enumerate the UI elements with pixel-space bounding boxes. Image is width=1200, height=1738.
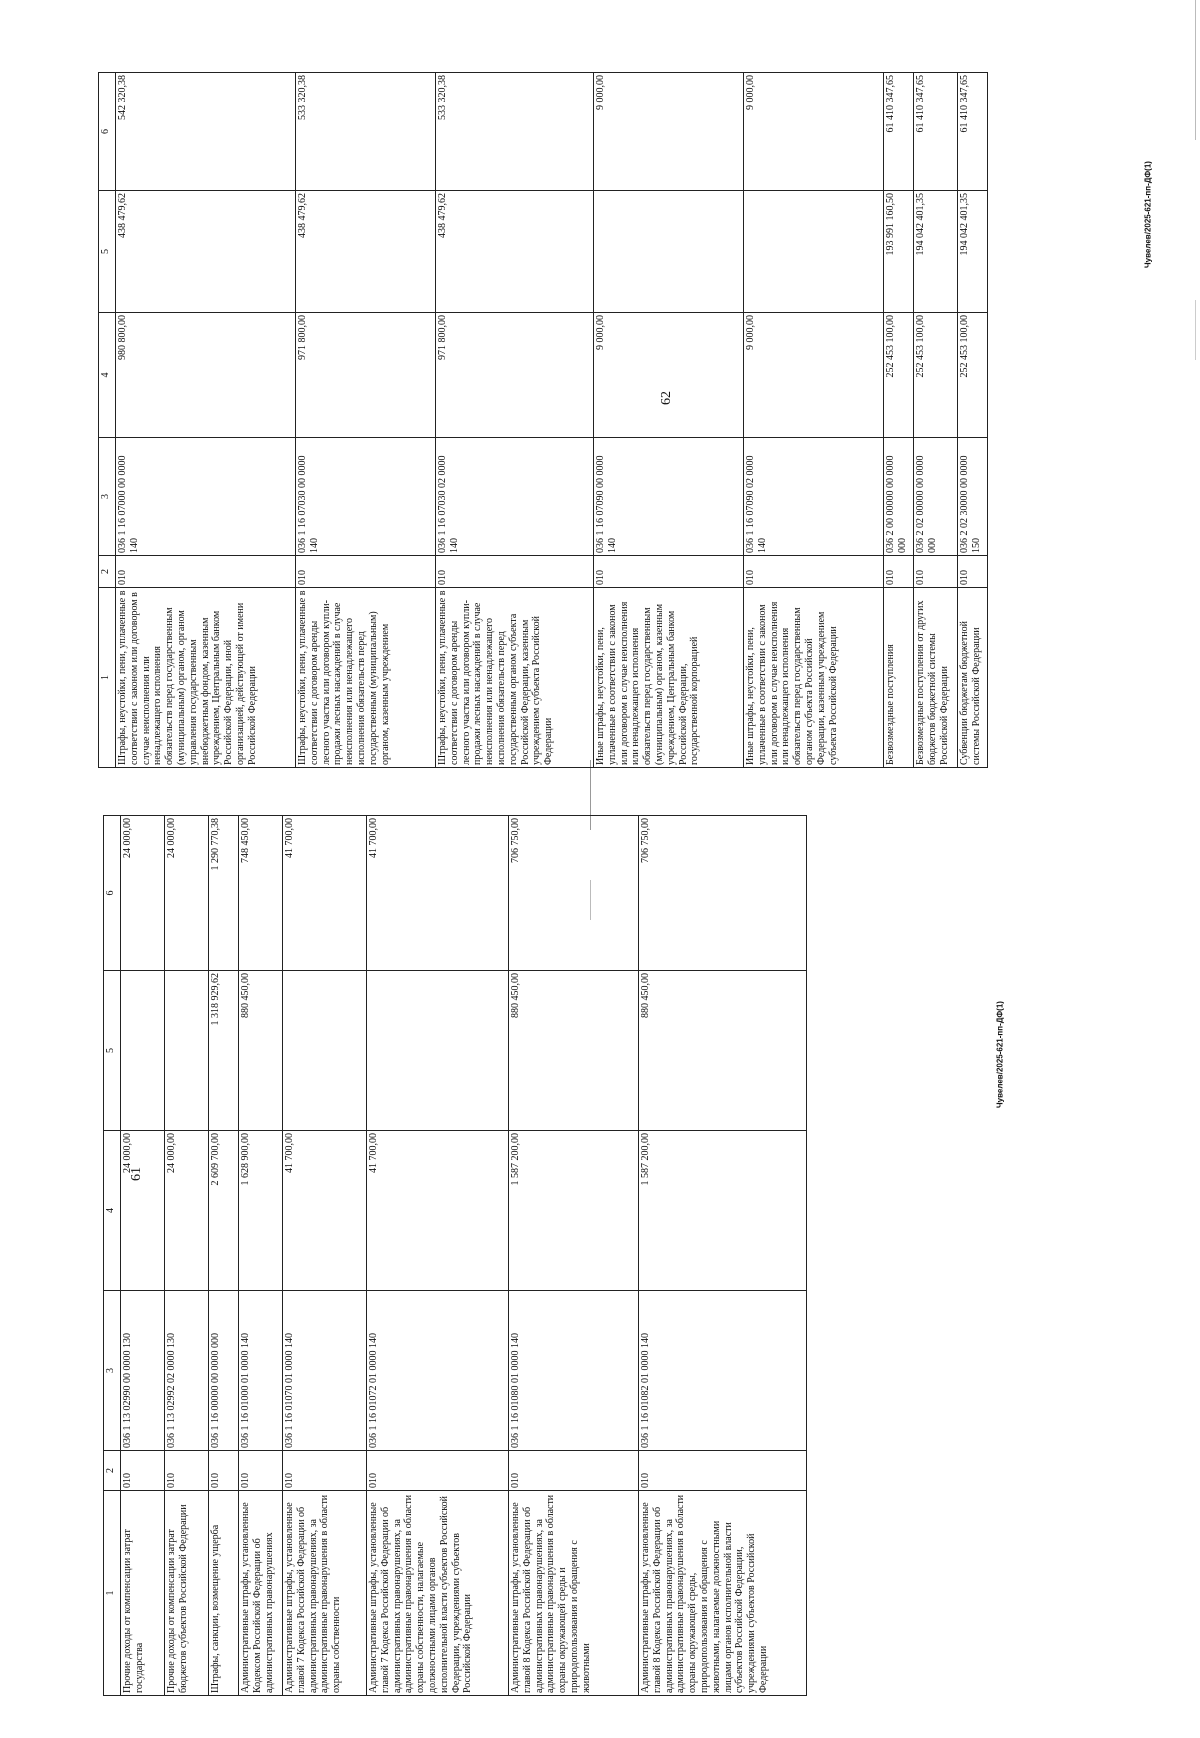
column-header: 6	[99, 73, 116, 191]
column-header: 5	[99, 191, 116, 313]
row-v6: 61 410 347,65	[884, 73, 914, 191]
column-header: 2	[99, 556, 116, 588]
row-v5: 880 450,00	[509, 971, 639, 1131]
row-v4: 252 453 100,00	[884, 313, 914, 438]
table-row	[283, 816, 367, 1696]
right-page-table-wrapper	[98, 73, 988, 768]
row-name: Иные штрафы, неустойки, пени, уплаченные в соответствии с законом или договором в случае неисполнения или ненадлежащего исполнения обязательств перед государственным (муниципальным) органом, казенным учреждением, Центральным банком Российской Федерации, государственной корпорацией	[594, 588, 744, 768]
row-name: Административные штрафы, установленные главой 8 Кодекса Российской Федерации об административных правонарушениях, за административные правонарушения в области охраны окружающей среды и природопользования и обращения с животными	[509, 1491, 639, 1696]
row-name: Штрафы, неустойки, пени, уплаченные в соответствии с договором аренды лесного участка или договором купли-продажи лесных насаждений в случае неисполнения или ненадлежащего исполнения обязательств перед государственным (муниципальным) органом, казенным учреждением	[296, 588, 436, 768]
row-v4: 9 000,00	[594, 313, 744, 438]
row-code: 036 1 16 00000 00 0000 000	[209, 1291, 239, 1451]
row-v5	[594, 191, 744, 313]
row-v6: 533 320,38	[436, 73, 594, 191]
row-v5	[367, 971, 509, 1131]
row-v5: 193 991 160,50	[884, 191, 914, 313]
row-name: Штрафы, неустойки, пени, уплаченные в соответствии с договором аренды лесного участка или договором купли-продажи лесных насаждений в случае неисполнения или ненадлежащего исполнения обязательств перед государственным органом субъекта Российской Федерации, казенным учреждением субъекта Российской Федерации	[436, 588, 594, 768]
row-name: Прочие доходы от компенсации затрат бюджетов субъектов Российской Федерации	[165, 1491, 209, 1696]
row-name: Штрафы, неустойки, пени, уплаченные в соответствии с законом или договором в случае неисполнения или ненадлежащего исполнения обязательств перед государственным (муниципальным) органом, органом управления государственным внебюджетным фондом, казенным учреждением, Центральным банком Российской Федерации, иной организацией, действующей от имени Российской Федерации	[116, 588, 296, 768]
row-v5: 438 479,62	[116, 191, 296, 313]
row-v4: 41 700,00	[367, 1131, 509, 1291]
row-v4: 252 453 100,00	[958, 313, 988, 438]
column-header: 1	[104, 1491, 121, 1696]
column-header: 2	[104, 1451, 121, 1491]
row-c2: 010	[594, 556, 744, 588]
row-c2: 010	[914, 556, 958, 588]
row-v5: 880 450,00	[639, 971, 807, 1131]
row-v4: 24 000,00	[165, 1131, 209, 1291]
column-header: 4	[104, 1131, 121, 1291]
row-v6: 9 000,00	[744, 73, 884, 191]
left-page-table-wrapper	[103, 816, 807, 1696]
row-v4: 24 000,00	[121, 1131, 165, 1291]
row-name: Административные штрафы, установленные главой 7 Кодекса Российской Федерации об административных правонарушениях, за административные правонарушения в области охраны собственности	[283, 1491, 367, 1696]
row-c2: 010	[116, 556, 296, 588]
row-code: 036 1 13 02992 02 0000 130	[165, 1291, 209, 1451]
row-v5: 194 042 401,35	[914, 191, 958, 313]
row-v5: 438 479,62	[296, 191, 436, 313]
table-row	[367, 816, 509, 1696]
row-v4: 980 800,00	[116, 313, 296, 438]
row-v6: 706 750,00	[509, 816, 639, 971]
row-c2: 010	[165, 1451, 209, 1491]
row-name: Иные штрафы, неустойки, пени, уплаченные в соответствии с законом или договором в случае неисполнения или ненадлежащего исполнения обязательств перед государственным органом субъекта Российской Федерации, казенным учреждением субъекта Российской Федерации	[744, 588, 884, 768]
row-c2: 010	[239, 1451, 283, 1491]
row-v4: 41 700,00	[283, 1131, 367, 1291]
table-row	[121, 816, 165, 1696]
row-code: 036 1 16 01070 01 0000 140	[283, 1291, 367, 1451]
scan-edge	[1195, 300, 1196, 360]
row-name: Субвенции бюджетам бюджетной системы Российской Федерации	[958, 588, 988, 768]
column-header: 3	[99, 438, 116, 556]
row-v5: 438 479,62	[436, 191, 594, 313]
scan-edge	[1195, 0, 1196, 140]
row-v5	[283, 971, 367, 1131]
row-v5	[165, 971, 209, 1131]
row-code: 036 1 16 07030 02 0000 140	[436, 438, 594, 556]
table-header-row	[99, 73, 116, 768]
row-c2: 010	[509, 1451, 639, 1491]
row-code: 036 1 16 07000 00 0000 140	[116, 438, 296, 556]
row-code: 036 1 16 01080 01 0000 140	[509, 1291, 639, 1451]
row-v6: 61 410 347,65	[958, 73, 988, 191]
row-c2: 010	[884, 556, 914, 588]
row-code: 036 2 02 30000 00 0000 150	[958, 438, 988, 556]
row-c2: 010	[436, 556, 594, 588]
row-code: 036 1 16 01000 01 0000 140	[239, 1291, 283, 1451]
row-c2: 010	[296, 556, 436, 588]
row-c2: 010	[121, 1451, 165, 1491]
page-number-left: 61	[129, 1167, 144, 1181]
row-c2: 010	[958, 556, 988, 588]
table-row	[914, 73, 958, 768]
table-row	[509, 816, 639, 1696]
column-header: 3	[104, 1291, 121, 1451]
row-v4: 971 800,00	[436, 313, 594, 438]
row-code: 036 2 00 00000 00 0000 000	[884, 438, 914, 556]
table-row	[958, 73, 988, 768]
row-v4: 971 800,00	[296, 313, 436, 438]
page-number-right: 62	[659, 391, 674, 405]
right-revenue-table	[98, 72, 988, 768]
row-code: 036 1 16 07030 00 0000 140	[296, 438, 436, 556]
left-revenue-table	[103, 815, 807, 1696]
row-v6: 41 700,00	[283, 816, 367, 971]
row-v4: 1 587 200,00	[509, 1131, 639, 1291]
row-code: 036 1 16 01072 01 0000 140	[367, 1291, 509, 1451]
row-c2: 010	[367, 1451, 509, 1491]
row-name: Прочие доходы от компенсации затрат государства	[121, 1491, 165, 1696]
table-row	[594, 73, 744, 768]
row-v6: 24 000,00	[165, 816, 209, 971]
row-v5	[744, 191, 884, 313]
row-v6: 1 290 770,38	[209, 816, 239, 971]
row-name: Административные штрафы, установленные главой 7 Кодекса Российской Федерации об административных правонарушениях, за административные правонарушения в области охраны собственности, налагаемые должностными лицами органов исполнительной власти субъектов Российской Федерации, учреждениями субъектов Российской Федерации	[367, 1491, 509, 1696]
footer-left: Чувелев/2025-621-пп-ДФ(1)	[995, 1001, 1005, 1108]
table-row	[884, 73, 914, 768]
row-v5: 880 450,00	[239, 971, 283, 1131]
footer-right: Чувелев/2025-621-пп-ДФ(1)	[1143, 161, 1153, 268]
row-c2: 010	[209, 1451, 239, 1491]
row-name: Безвозмездные поступления от других бюджетов бюджетной системы Российской Федерации	[914, 588, 958, 768]
row-v6: 748 450,00	[239, 816, 283, 971]
row-code: 036 2 02 00000 00 0000 000	[914, 438, 958, 556]
row-name: Административные штрафы, установленные Кодексом Российской Федерации об административных правонарушениях	[239, 1491, 283, 1696]
table-row	[165, 816, 209, 1696]
row-v4: 252 453 100,00	[914, 313, 958, 438]
row-v4: 2 609 700,00	[209, 1131, 239, 1291]
row-v6: 61 410 347,65	[914, 73, 958, 191]
row-c2: 010	[639, 1451, 807, 1491]
table-row	[744, 73, 884, 768]
column-header: 6	[104, 816, 121, 971]
row-code: 036 1 16 01082 01 0000 140	[639, 1291, 807, 1451]
table-row	[296, 73, 436, 768]
row-c2: 010	[744, 556, 884, 588]
row-v6: 542 320,38	[116, 73, 296, 191]
row-v6: 41 700,00	[367, 816, 509, 971]
column-header: 1	[99, 588, 116, 768]
row-v6: 9 000,00	[594, 73, 744, 191]
row-code: 036 1 16 07090 02 0000 140	[744, 438, 884, 556]
row-name: Штрафы, санкции, возмещение ущерба	[209, 1491, 239, 1696]
row-c2: 010	[283, 1451, 367, 1491]
row-v5: 1 318 929,62	[209, 971, 239, 1131]
row-v4: 1 587 200,00	[639, 1131, 807, 1291]
table-row	[116, 73, 296, 768]
row-v6: 24 000,00	[121, 816, 165, 971]
row-v5	[121, 971, 165, 1131]
column-header: 5	[104, 971, 121, 1131]
table-header-row	[104, 816, 121, 1696]
row-v5: 194 042 401,35	[958, 191, 988, 313]
column-header: 4	[99, 313, 116, 438]
row-code: 036 1 13 02990 00 0000 130	[121, 1291, 165, 1451]
table-row	[639, 816, 807, 1696]
row-name: Административные штрафы, установленные главой 8 Кодекса Российской Федерации об административных правонарушениях, за административные правонарушения в области охраны окружающей среды, природопользования и обращения с животными, налагаемые должностными лицами органов исполнительной власти субъектов Российской Федерации, учреждениями субъектов Российской Федерации	[639, 1491, 807, 1696]
row-v6: 706 750,00	[639, 816, 807, 971]
table-row	[436, 73, 594, 768]
row-name: Безвозмездные поступления	[884, 588, 914, 768]
table-row	[209, 816, 239, 1696]
row-v6: 533 320,38	[296, 73, 436, 191]
table-row	[239, 816, 283, 1696]
row-v4: 1 628 900,00	[239, 1131, 283, 1291]
row-v4: 9 000,00	[744, 313, 884, 438]
row-code: 036 1 16 07090 00 0000 140	[594, 438, 744, 556]
